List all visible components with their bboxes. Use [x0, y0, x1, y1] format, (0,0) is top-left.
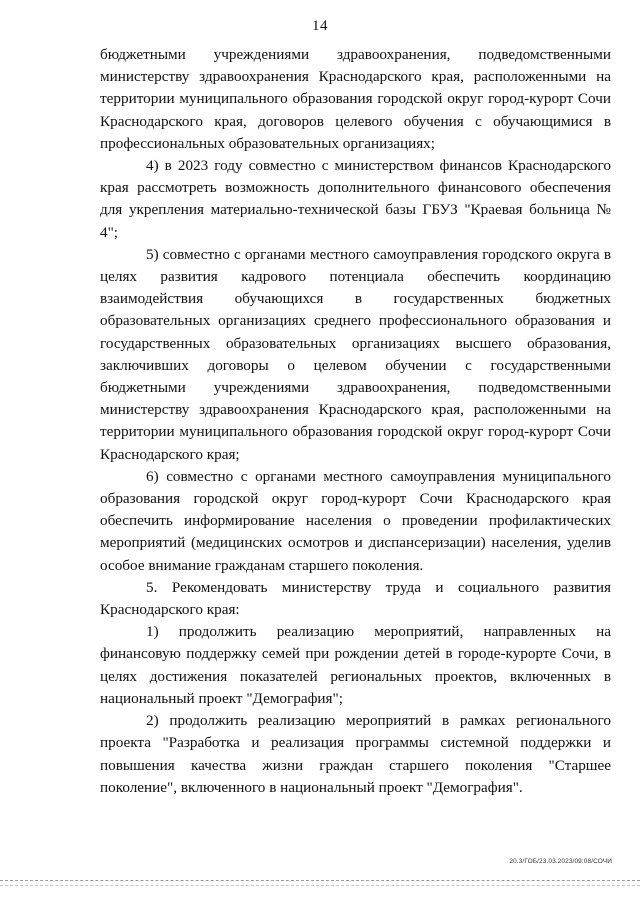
paragraph-item-5: 5) совместно с органами местного самоуправления городского округа в целях развития кадрового потенциала обеспечить координацию взаимодействия обучающихся в государственных бюджетных образовательных организациях среднего профессионального образования и государственных образовательных организациях высшего образования, заключивших договоры о целевом обучении с государственными бюджетными учреждениями здравоохранения, подведомственными министерству здравоохранения Краснодарского края, расположенными на территории муниципального образования городской округ город-курорт Сочи Краснодарского края;	[100, 245, 611, 463]
paragraph-section-5: 5. Рекомендовать министерству труда и социального развития Краснодарского края:	[100, 578, 611, 619]
paragraph-subitem-2: 2) продолжить реализацию мероприятий в рамках регионального проекта "Разработка и реализация программы системной поддержки и повышения качества жизни граждан старшего поколения "Старшее поколение", включенного в национальный проект "Демография".	[100, 712, 611, 796]
paragraph-continuation: бюджетными учреждениями здравоохранения, подведомственными министерству здравоохранения Краснодарского края, расположенными на территории муниципального образования городской округ город-курорт Сочи Краснодарского края, договоров целевого обучения с обучающимися в профессиональных образовательных организациях;	[100, 46, 611, 152]
paragraph-item-6: 6) совместно с органами местного самоуправления муниципального образования городской округ город-курорт Сочи Краснодарского края обеспечить информирование населения о проведении профилактических мероприятий (медицинских осмотров и диспансеризации) населения, уделив особое внимание гражданам старшего поколения.	[100, 467, 611, 574]
document-body	[100, 44, 611, 799]
footer-divider-secondary	[0, 885, 640, 886]
document-code: 20.3/ГОБ/23.03.2023/09:08/СОЧИ	[509, 858, 612, 865]
page-number: 14	[312, 18, 328, 34]
paragraph-item-4: 4) в 2023 году совместно с министерством финансов Краснодарского края рассмотреть возможность дополнительного финансового обеспечения для укрепления материально-технической базы ГБУЗ "Краевая больница № 4";	[100, 157, 611, 241]
paragraph-subitem-1: 1) продолжить реализацию мероприятий, направленных на финансовую поддержку семей при рождении детей в городе-курорте Сочи, в целях достижения показателей региональных проектов, включенных в национальный проект "Демография";	[100, 623, 611, 707]
footer-divider	[0, 880, 640, 881]
